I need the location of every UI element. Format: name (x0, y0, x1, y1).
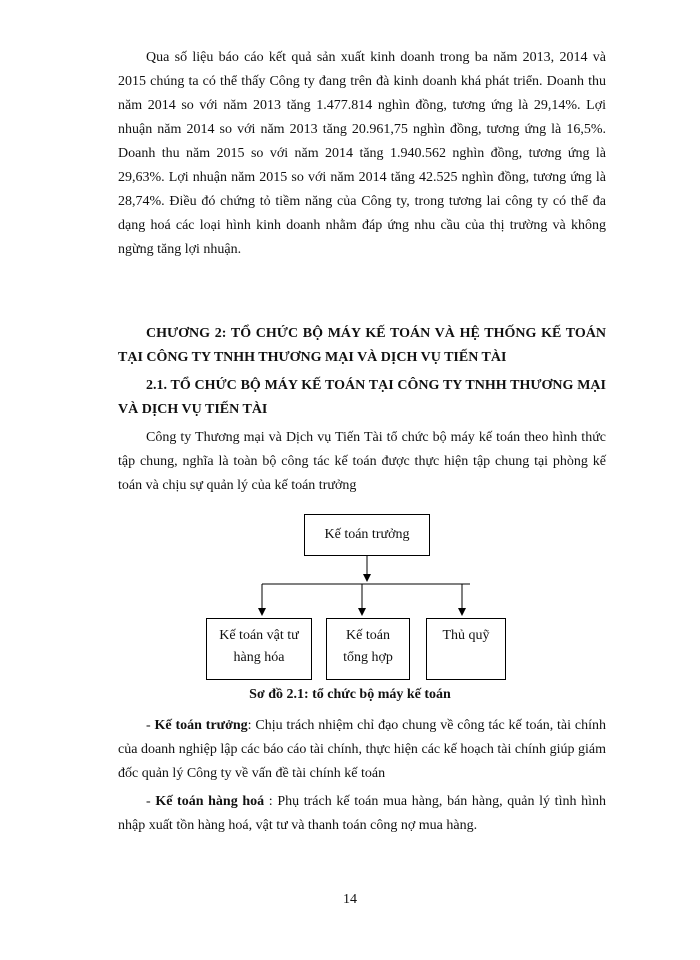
treasurer-box (426, 618, 506, 680)
role-2-description: : Phụ trách kế toán mua hàng, bán hàng, quản lý tình hình nhập xuất tồn hàng hoá, vật tư và thanh toán công nợ mua hàng. (118, 794, 606, 833)
role-2-title: Kế toán hàng hoá (155, 794, 265, 809)
section-paragraph: Công ty Thương mại và Dịch vụ Tiến Tài tổ chức bộ máy kế toán theo hình thức tập chung, nghĩa là toàn bộ công tác kế toán được thực hiện tập chung tại phòng kế toán và chịu sự quản lý của kế toán trưởng (118, 430, 606, 493)
role-1-prefix: - (146, 718, 155, 733)
role-1-title: Kế toán trưởng (154, 718, 248, 733)
chief-accountant-box (304, 514, 430, 556)
section-heading: 2.1. TỔ CHỨC BỘ MÁY KẾ TOÁN TẠI CÔNG TY TNHH THƯƠNG MẠI VÀ DỊCH VỤ TIẾN TÀI (118, 378, 606, 417)
diagram-caption: Sơ đồ 2.1: tổ chức bộ máy kế toán (249, 687, 451, 702)
general-accountant-box (326, 618, 410, 680)
role-1-description: : Chịu trách nhiệm chỉ đạo chung về công tác kế toán, tài chính của doanh nghiệp lập các báo cáo tài chính, thực hiện các kế hoạch tài chính giúp giám đốc quản lý Công ty về vấn đề tài chính kế toán (118, 718, 606, 781)
chief-accountant-label: Kế toán trưởng (324, 527, 410, 542)
inventory-accountant-box (206, 618, 312, 680)
intro-paragraph: Qua số liệu báo cáo kết quả sản xuất kinh doanh trong ba năm 2013, 2014 và 2015 chúng ta có thể thấy Công ty đang trên đà kinh doanh khá phát triển. Doanh thu năm 2014 so với năm 2013 tăng 1.477.814 nghìn đồng, tương ứng là 29,14%. Lợi nhuận năm 2014 so với năm 2013 tăng 20.961,75 nghìn đồng, tương ứng là 16,5%. Doanh thu năm 2015 so với năm 2014 tăng 1.940.562 nghìn đồng, tương ứng là 29,63%. Lợi nhuận năm 2015 so với năm 2014 tăng 42.525 nghìn đồng, tương ứng là 28,74%. Điều đó chứng tỏ tiềm năng của Công ty, trong tương lai công ty có thể đa dạng hoá các loại hình kinh doanh nhằm đáp ứng nhu cầu của thị trường và không ngừng tăng lợi nhuận. (118, 50, 606, 257)
treasurer-label: Thủ quỹ (442, 628, 490, 643)
role-chief-accountant (118, 714, 606, 786)
inventory-accountant-label-line-2: hàng hóa (233, 650, 285, 665)
page-number: 14 (343, 892, 357, 907)
role-2-prefix: - (146, 794, 156, 809)
chapter-heading: CHƯƠNG 2: TỔ CHỨC BỘ MÁY KẾ TOÁN VÀ HỆ THỐNG KẾ TOÁN TẠI CÔNG TY TNHH THƯƠNG MẠI VÀ DỊCH VỤ TIẾN TÀI (118, 326, 606, 365)
inventory-accountant-label-line-1: Kế toán vật tư (219, 628, 299, 643)
role-goods-accountant (118, 790, 606, 838)
general-accountant-label-line-2: tổng hợp (343, 650, 393, 665)
general-accountant-label-line-1: Kế toán (346, 628, 390, 643)
